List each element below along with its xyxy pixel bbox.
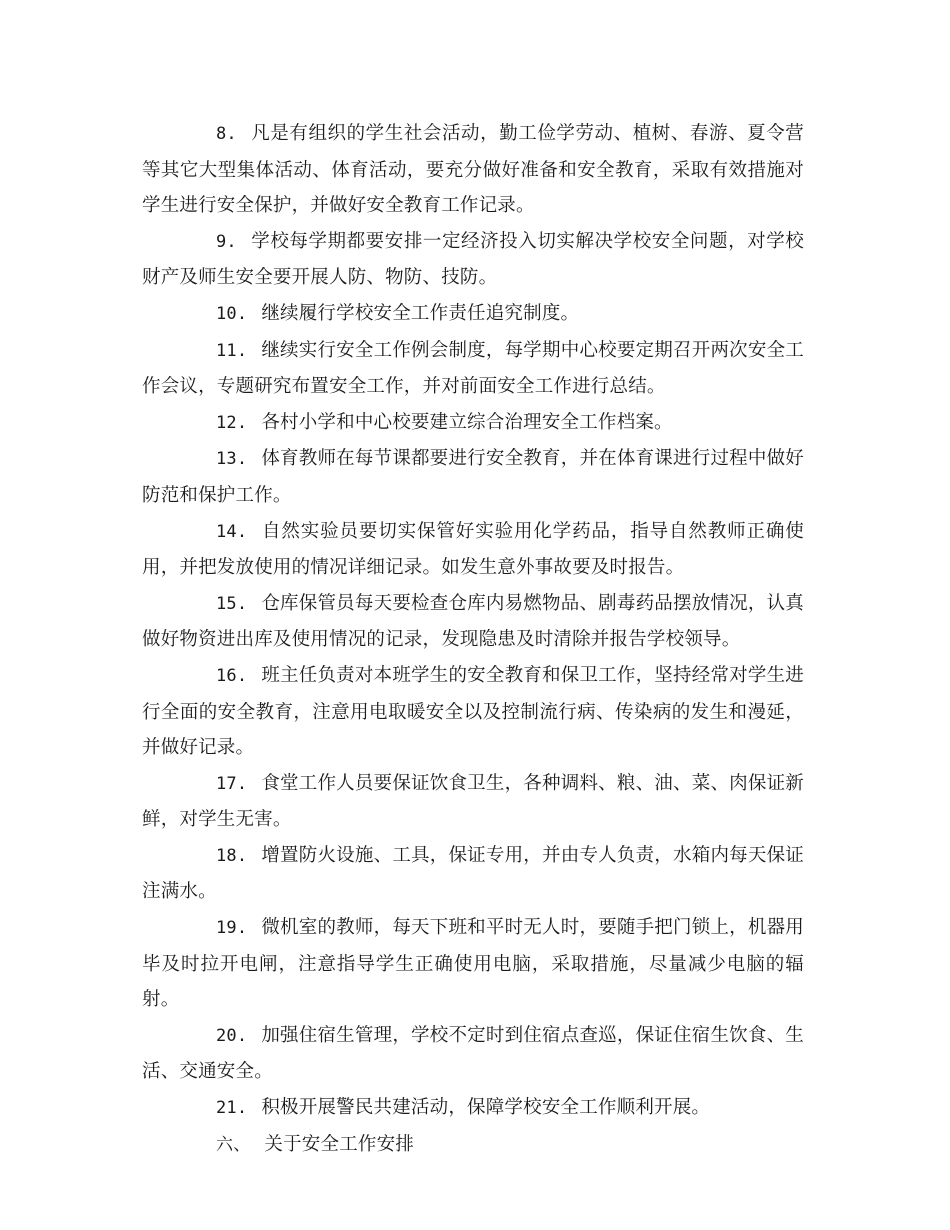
item-text: 继续实行安全工作例会制度，每学期中心校要定期召开两次安全工作会议，专题研究布置安全工作，并对前面安全工作进行总结。 [142,339,804,398]
item-text: 仓库保管员每天要检查仓库内易燃物品、剧毒药品摆放情况，认真做好物资进出库及使用情况的记录，发现隐患及时清除并报告学校领导。 [142,592,804,651]
item-number: 14. [216,521,248,542]
item-number: 11. [216,340,248,361]
list-item [142,405,804,442]
item-number: 16. [216,665,248,686]
list-item [142,441,804,513]
item-number: 8. [216,124,237,144]
item-text: 班主任负责对本班学生的安全教育和保卫工作，坚持经常对学生进行全面的安全教育，注意用电取暖安全以及控制流行病、传染病的发生和漫延，并做好记录。 [142,664,804,759]
list-item [142,116,804,224]
section-heading [142,1127,804,1164]
list-item [142,586,804,658]
item-text: 自然实验员要切实保管好实验用化学药品，指导自然教师正确使用，并把发放使用的情况详细记录。如发生意外事故要及时报告。 [142,520,804,579]
item-number: 21. [216,1098,248,1119]
item-text: 微机室的教师，每天下班和平时无人时，要随手把门锁上，机器用毕及时拉开电闸，注意指导学生正确使用电脑，采取措施，尽量减少电脑的辐射。 [142,917,804,1011]
list-item [142,224,804,296]
item-text: 各村小学和中心校要建立综合治理安全工作档案。 [261,411,673,433]
item-number: 19. [216,918,248,939]
list-item [142,766,804,838]
item-number: 9. [216,231,237,252]
list-item [142,333,804,405]
list-item [142,296,804,333]
item-text: 体育教师在每节课都要进行安全教育，并在体育课进行过程中做好防范和保护工作。 [142,448,804,506]
item-number: 10. [216,303,248,324]
item-number: 15. [216,593,248,614]
item-text: 加强住宿生管理，学校不定时到住宿点查巡，保证住宿生饮食、生活、交通安全。 [142,1024,804,1083]
item-number: 12. [216,412,248,433]
item-number: 20. [216,1025,248,1046]
item-number: 18. [216,845,248,866]
document-body [142,116,804,1163]
item-text: 积极开展警民共建活动，保障学校安全工作顺利开展。 [261,1097,711,1119]
list-item [142,1090,804,1127]
item-number: 17. [216,773,248,794]
item-text: 凡是有组织的学生社会活动，勤工俭学劳动、植树、春游、夏令营等其它大型集体活动、体育活动，要充分做好准备和安全教育，采取有效措施对学生进行安全保护，并做好安全教育工作记录。 [142,123,804,217]
item-number: 13. [216,449,248,470]
list-item [142,838,804,910]
item-text: 食堂工作人员要保证饮食卫生，各种调料、粮、油、菜、肉保证新鲜，对学生无害。 [142,772,804,831]
list-item [142,658,804,766]
item-text: 学校每学期都要安排一定经济投入切实解决学校安全问题，对学校财产及师生安全要开展人防、物防、技防。 [142,230,804,289]
item-text: 增置防火设施、工具，保证专用，并由专人负责，水箱内每天保证注满水。 [142,844,804,903]
section-number: 六、 [216,1134,251,1155]
section-title: 关于安全工作安排 [264,1133,415,1155]
list-item [142,1018,804,1090]
item-text: 继续履行学校安全工作责任追究制度。 [261,302,580,324]
list-item [142,514,804,586]
list-item [142,910,804,1018]
